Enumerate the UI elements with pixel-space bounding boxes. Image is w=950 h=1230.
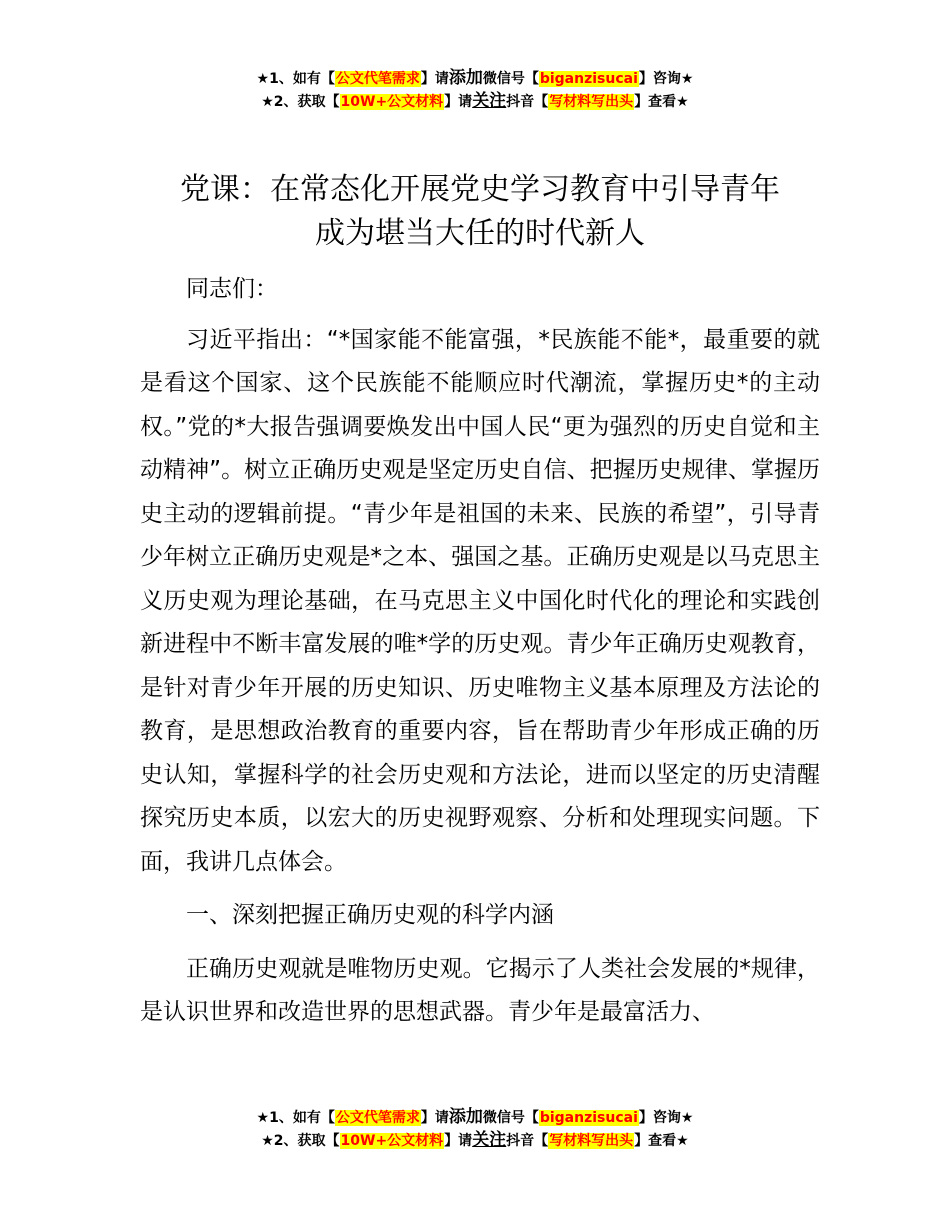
banner-highlight: 公文代笔需求: [335, 1110, 420, 1126]
banner-line-2: [0, 1129, 950, 1152]
banner-highlight: 写材料写出头: [549, 94, 634, 110]
title-line-1: 党课：在常态化开展党史学习教育中引导青年: [180, 172, 780, 207]
banner-highlight: 写材料写出头: [549, 1133, 634, 1149]
banner-text: ★1、如有【: [256, 1110, 335, 1126]
header-banner: [0, 67, 950, 113]
document-body: [140, 268, 820, 1035]
banner-text: 】咨询★: [638, 1110, 694, 1126]
banner-emphasis: 添加: [448, 68, 483, 88]
banner-text: 】查看★: [634, 1133, 689, 1149]
banner-line-2: [0, 90, 950, 113]
title-line-2: 成为堪当大任的时代新人: [315, 216, 645, 251]
banner-text: ★2、获取【: [261, 1133, 340, 1149]
body-paragraph: 正确历史观就是唯物历史观。它揭示了人类社会发展的*规律，是认识世界和改造世界的思想武器。青少年是最富活力、: [140, 955, 820, 1025]
banner-text: 微信号【: [482, 1110, 539, 1126]
banner-text: 】咨询★: [638, 71, 694, 87]
banner-text: 抖音【: [506, 94, 549, 110]
banner-text: ★1、如有【: [256, 71, 335, 87]
banner-wechat-id: biganzisucai: [539, 1110, 638, 1126]
banner-highlight: 10W+公文材料: [340, 94, 444, 110]
banner-text: 抖音【: [506, 1133, 549, 1149]
banner-text: 】请: [420, 1110, 449, 1126]
banner-highlight: 公文代笔需求: [335, 71, 420, 87]
banner-highlight: 10W+公文材料: [340, 1133, 444, 1149]
banner-text: 】请: [444, 94, 473, 110]
banner-text: ★2、获取【: [261, 94, 340, 110]
banner-wechat-id: biganzisucai: [539, 71, 638, 87]
banner-text: 】请: [444, 1133, 473, 1149]
banner-emphasis: 添加: [448, 1107, 483, 1127]
banner-line-1: [0, 1106, 950, 1129]
banner-text: 】请: [420, 71, 449, 87]
salutation: 同志们：: [186, 276, 278, 302]
banner-emphasis: 关注: [472, 1130, 507, 1150]
banner-emphasis: 关注: [472, 91, 507, 111]
banner-text: 微信号【: [482, 71, 539, 87]
banner-text: 】查看★: [634, 94, 689, 110]
document-title: [140, 168, 820, 256]
footer-banner: [0, 1106, 950, 1152]
body-paragraph: 习近平指出：“*国家能不能富强，*民族能不能*，最重要的就是看这个国家、这个民族能不能顺应时代潮流，掌握历史*的主动权。”党的*大报告强调要焕发出中国人民“更为强烈的历史自觉和主动精神”。树立正确历史观是坚定历史自信、把握历史规律、掌握历史主动的逻辑前提。“青少年是祖国的未来、民族的希望”，引导青少年树立正确历史观是*之本、强国之基。正确历史观是以马克思主义历史观为理论基础，在马克思主义中国化时代化的理论和实践创新进程中不断丰富发展的唯*学的历史观。青少年正确历史观教育，是针对青少年开展的历史知识、历史唯物主义基本原理及方法论的教育，是思想政治教育的重要内容，旨在帮助青少年形成正确的历史认知，掌握科学的社会历史观和方法论，进而以坚定的历史清醒探究历史本质，以宏大的历史视野观察、分析和处理现实问题。下面，我讲几点体会。: [140, 326, 820, 875]
banner-line-1: [0, 67, 950, 90]
section-heading: 一、深刻把握正确历史观的科学内涵: [186, 902, 554, 928]
